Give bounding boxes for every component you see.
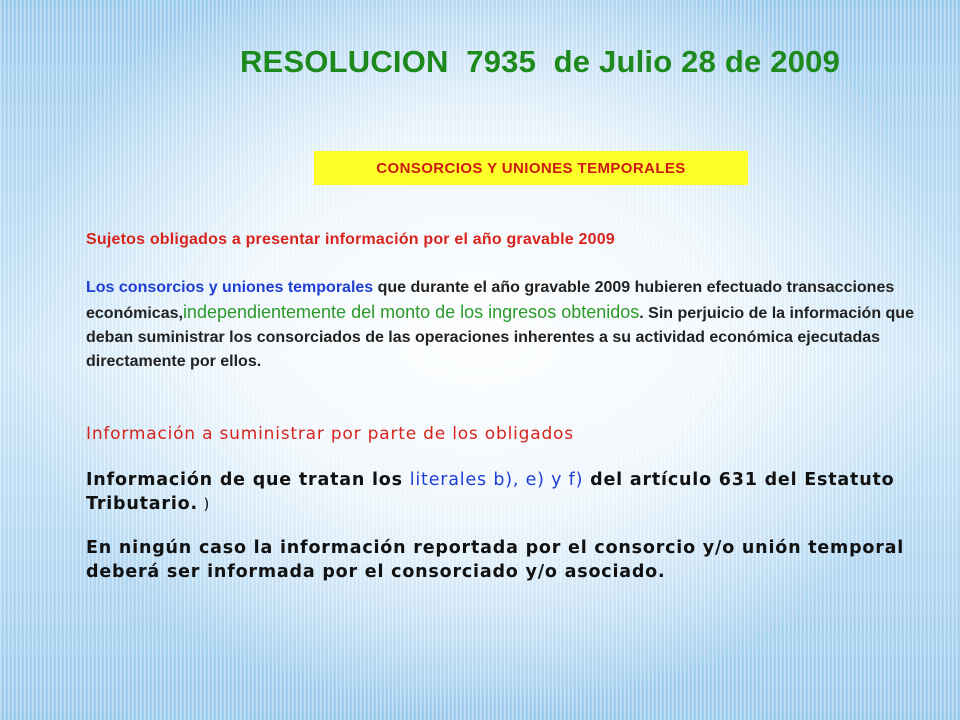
section2-paragraph-1 [86, 468, 916, 516]
section2-heading: Información a suministrar por parte de los obligados [86, 424, 574, 444]
section1-text-a: que durante el año gravable 2009 hubieren efectuado transacciones económicas, [86, 279, 895, 322]
section1-text-b: . Sin perjuicio de la información que deban suministrar los consorciados de las operaciones inherentes a su actividad económica ejecutadas directamente por ellos. [86, 305, 914, 370]
section2-p1-text-a: Información de que tratan los [86, 470, 410, 490]
slide-title: RESOLUCION 7935 de Julio 28 de 2009 [239, 44, 841, 79]
section1-heading: Sujetos obligados a presentar información por el año gravable 2009 [86, 231, 615, 248]
section2-p1-highlight-blue: literales b), e) y f) [409, 470, 584, 490]
section-information-to-supply [86, 422, 916, 604]
section1-paragraph [86, 276, 916, 374]
section-box-label [314, 151, 748, 185]
section2-paragraph-2: En ningún caso la información reportada por el consorcio y/o unión temporal deberá ser informada por el consorciado y/o asociado. [86, 538, 905, 582]
section2-p1-paren: ) [197, 495, 211, 513]
section2-p1-text-b: del artículo 631 del Estatuto Tributario. [86, 470, 895, 514]
section1-highlight-green: independientemente del monto de los ingresos obtenidos [182, 302, 640, 322]
box-label-text: CONSORCIOS Y UNIONES TEMPORALES [376, 159, 686, 177]
section1-highlight-blue: Los consorcios y uniones temporales [86, 279, 374, 296]
section-obligated-subjects [86, 228, 916, 374]
